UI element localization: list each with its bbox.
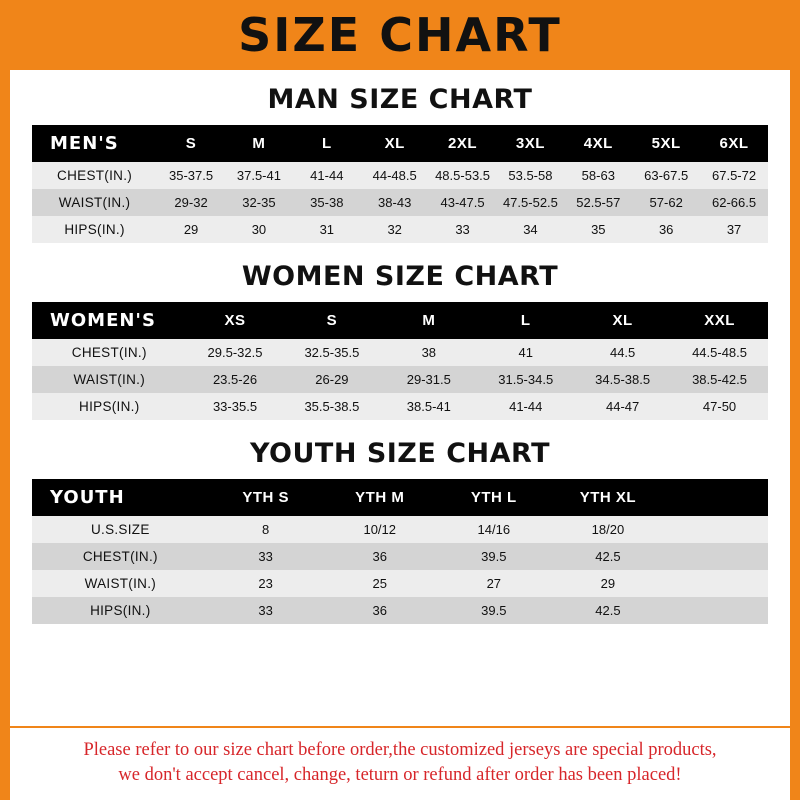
table-cell: 26-29	[315, 372, 349, 387]
table-cell: 29-32	[174, 195, 208, 210]
table-header-row	[32, 302, 768, 339]
men-size-table	[32, 125, 768, 243]
row-label: WAIST(IN.)	[84, 576, 157, 591]
table-cell: 48.5-53.5	[435, 168, 491, 183]
table-cell: 37	[726, 222, 742, 237]
youth-row-header: YOUTH	[50, 487, 125, 508]
table-cell: 62-66.5	[712, 195, 757, 210]
table-cell: 29-31.5	[406, 372, 451, 387]
table-row	[32, 366, 768, 393]
spacer	[10, 70, 790, 84]
table-cell: 67.5-72	[712, 168, 757, 183]
youth-section-title: YOUTH SIZE CHART	[249, 438, 551, 469]
table-row	[32, 189, 768, 216]
row-label: U.S.SIZE	[90, 522, 150, 537]
footer-note-line-1: Please refer to our size chart before order,the customized jerseys are special products,	[83, 740, 717, 761]
table-cell: 44.5	[609, 345, 636, 360]
table-cell-spacer	[665, 516, 768, 543]
table-cell: 41-44	[509, 399, 543, 414]
table-row	[32, 516, 768, 543]
men-row-header: MEN'S	[50, 133, 119, 154]
table-row	[32, 339, 768, 366]
table-cell: 34.5-38.5	[595, 372, 651, 387]
men-chart-wrapper	[10, 125, 790, 243]
table-cell: 33-35.5	[212, 399, 258, 414]
table-header-row	[32, 479, 768, 516]
footer-note-line-2: we don't accept cancel, change, teturn or refund after order has been placed!	[118, 765, 682, 786]
table-cell: 44.5-48.5	[692, 345, 747, 360]
column-header: 2XL	[448, 135, 478, 152]
column-header: M	[252, 135, 266, 152]
table-cell: 23.5-26	[212, 372, 258, 387]
spacer	[10, 420, 790, 438]
table-row	[32, 543, 768, 570]
table-cell: 35	[591, 222, 606, 237]
spacer	[10, 115, 790, 125]
table-cell: 10/12	[363, 522, 397, 537]
table-cell: 29	[183, 222, 199, 237]
row-label: WAIST(IN.)	[58, 195, 131, 210]
table-cell: 33	[455, 222, 470, 237]
table-cell-spacer	[665, 570, 768, 597]
men-table-body	[32, 162, 768, 243]
table-cell: 42.5	[595, 549, 621, 564]
table-cell: 23	[258, 576, 273, 591]
spacer	[10, 292, 790, 302]
column-header: YTH S	[242, 489, 289, 506]
table-cell: 33	[258, 603, 273, 618]
youth-table-head	[32, 479, 768, 516]
table-cell: 39.5	[481, 549, 507, 564]
page-title: SIZE CHART	[238, 8, 562, 62]
row-label: CHEST(IN.)	[57, 168, 133, 183]
column-header: YTH M	[355, 489, 405, 506]
men-section-title: MAN SIZE CHART	[267, 84, 533, 115]
row-label: WAIST(IN.)	[73, 372, 146, 387]
table-cell: 25	[372, 576, 387, 591]
table-cell: 35.5-38.5	[304, 399, 360, 414]
footer-note	[10, 726, 790, 800]
row-label: HIPS(IN.)	[90, 603, 151, 618]
table-row	[32, 597, 768, 624]
row-label: CHEST(IN.)	[71, 345, 147, 360]
table-cell: 31	[319, 222, 335, 237]
table-cell: 53.5-58	[508, 168, 553, 183]
table-cell: 44-47	[606, 399, 640, 414]
spacer	[10, 243, 790, 261]
women-row-header: WOMEN'S	[50, 310, 156, 331]
column-header: XS	[224, 312, 246, 329]
table-cell: 58-63	[581, 168, 615, 183]
table-cell: 38	[421, 345, 437, 360]
column-header: S	[185, 135, 197, 152]
table-cell: 8	[262, 522, 270, 537]
table-cell: 43-47.5	[440, 195, 485, 210]
column-header: S	[326, 312, 338, 329]
table-cell-spacer	[665, 543, 768, 570]
table-cell: 35-37.5	[169, 168, 214, 183]
table-cell: 47-50	[702, 399, 737, 414]
table-cell: 63-67.5	[644, 168, 689, 183]
table-cell-spacer	[665, 597, 768, 624]
page-banner	[0, 0, 800, 70]
women-table-body	[32, 339, 768, 420]
women-section-title: WOMEN SIZE CHART	[241, 261, 559, 292]
table-cell: 34	[523, 222, 538, 237]
women-size-table	[32, 302, 768, 420]
column-header: L	[520, 312, 531, 329]
table-cell: 32-35	[242, 195, 276, 210]
table-cell: 44-48.5	[372, 168, 417, 183]
table-cell: 52.5-57	[576, 195, 621, 210]
table-cell: 36	[372, 603, 387, 618]
table-cell: 38.5-42.5	[692, 372, 747, 387]
column-header: XL	[384, 135, 405, 152]
column-header: 5XL	[651, 135, 681, 152]
table-cell: 14/16	[477, 522, 511, 537]
column-header: YTH XL	[579, 489, 637, 506]
column-header: 4XL	[583, 135, 613, 152]
youth-size-table	[32, 479, 768, 624]
table-row	[32, 162, 768, 189]
table-cell: 18/20	[591, 522, 625, 537]
column-header: YTH L	[470, 489, 517, 506]
table-cell: 39.5	[481, 603, 507, 618]
column-header: XXL	[704, 312, 735, 329]
column-header: XL	[612, 312, 633, 329]
table-cell: 27	[486, 576, 502, 591]
table-cell: 32	[387, 222, 402, 237]
table-cell: 32.5-35.5	[304, 345, 360, 360]
row-label: HIPS(IN.)	[79, 399, 140, 414]
column-header: L	[321, 135, 332, 152]
row-label: HIPS(IN.)	[64, 222, 125, 237]
column-header-spacer	[665, 479, 768, 516]
table-cell: 38.5-41	[406, 399, 451, 414]
table-cell: 41-44	[310, 168, 344, 183]
table-cell: 30	[251, 222, 267, 237]
table-cell: 35-38	[310, 195, 344, 210]
column-header: M	[422, 312, 436, 329]
column-header: 3XL	[515, 135, 545, 152]
table-cell: 29.5-32.5	[207, 345, 263, 360]
table-cell: 37.5-41	[236, 168, 281, 183]
youth-table-body	[32, 516, 768, 624]
table-cell: 36	[658, 222, 674, 237]
youth-chart-wrapper	[10, 479, 790, 624]
women-table-head	[32, 302, 768, 339]
column-header: 6XL	[719, 135, 749, 152]
table-row	[32, 393, 768, 420]
table-cell: 29	[600, 576, 616, 591]
table-cell: 38-43	[378, 195, 412, 210]
table-cell: 42.5	[595, 603, 621, 618]
table-row	[32, 216, 768, 243]
row-label: CHEST(IN.)	[82, 549, 158, 564]
table-cell: 36	[372, 549, 387, 564]
men-table-head	[32, 125, 768, 162]
table-cell: 33	[258, 549, 273, 564]
table-cell: 41	[518, 345, 533, 360]
table-cell: 57-62	[649, 195, 683, 210]
table-cell: 31.5-34.5	[498, 372, 554, 387]
table-header-row	[32, 125, 768, 162]
table-row	[32, 570, 768, 597]
women-chart-wrapper	[10, 302, 790, 420]
table-cell: 47.5-52.5	[502, 195, 558, 210]
spacer	[10, 469, 790, 479]
